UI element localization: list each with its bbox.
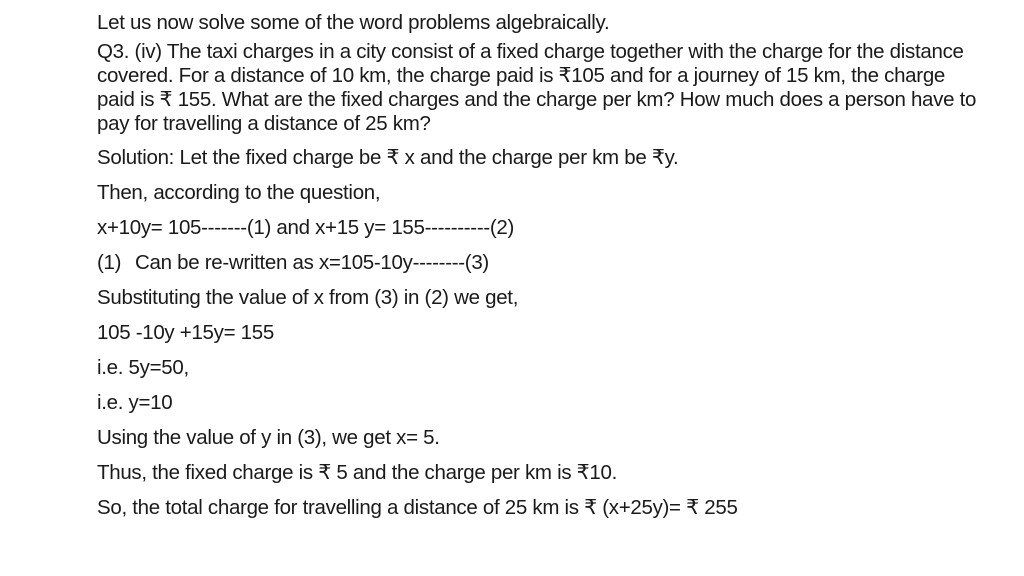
equations-line: x+10y= 105-------(1) and x+15 y= 155----------(2) <box>97 216 515 239</box>
total-line: So, the total charge for travelling a distance of 25 km is ₹ (x+25y)= ₹ 255 <box>97 496 738 519</box>
solution-line: Solution: Let the fixed charge be ₹ x and the charge per km be ₹y. <box>97 146 679 169</box>
step-3-line: i.e. y=10 <box>97 391 173 414</box>
step-1-line: 105 -10y +15y= 155 <box>97 321 274 344</box>
slide-content <box>97 10 977 521</box>
thus-line: Thus, the fixed charge is ₹ 5 and the charge per km is ₹10. <box>97 461 618 484</box>
intro-text: Let us now solve some of the word problems algebraically. <box>97 11 610 34</box>
using-line: Using the value of y in (3), we get x= 5. <box>97 426 440 449</box>
then-line: Then, according to the question, <box>97 181 381 204</box>
step-2-line: i.e. 5y=50, <box>97 356 189 379</box>
list-number: (1) <box>97 251 122 274</box>
question-text: Q3. (iv) The taxi charges in a city consist of a fixed charge together with the charge for the distance covered. For a distance of 10 km, the charge paid is ₹105 and for a journey of 15 km, the charge paid is ₹ 155. What are the fixed charges and the charge per km? How much does a person have to pay for travelling a distance of 25 km? <box>97 40 977 135</box>
substituting-line: Substituting the value of x from (3) in (2) we get, <box>97 286 519 309</box>
rewrite-text: Can be re-written as x=105-10y--------(3) <box>135 251 489 274</box>
rewrite-line <box>97 250 977 276</box>
